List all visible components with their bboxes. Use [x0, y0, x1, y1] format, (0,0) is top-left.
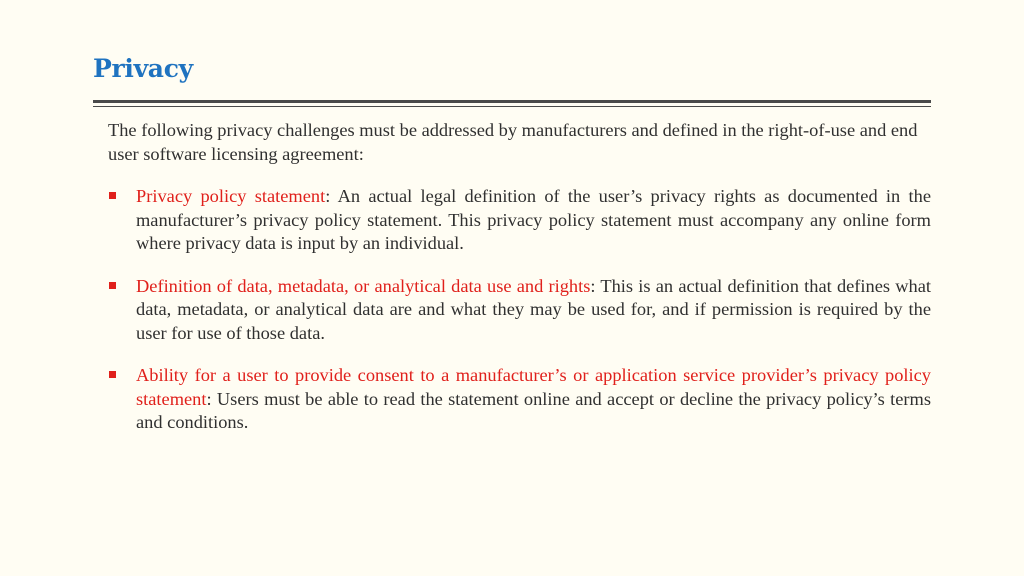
- list-item: [108, 364, 931, 435]
- slide-title: Privacy: [93, 54, 193, 83]
- slide-body: [108, 119, 931, 454]
- item-term: Definition of data, metadata, or analytical data use and rights: [136, 275, 591, 296]
- intro-paragraph: The following privacy challenges must be addressed by manufacturers and defined in the right-of-use and end user software licensing agreement:: [108, 120, 918, 164]
- item-term: Ability for a user to provide consent to a manufacturer’s or application service provider’s privacy policy statement: [136, 365, 931, 409]
- list-item: [108, 275, 931, 346]
- title-divider-thin: [93, 106, 931, 107]
- challenge-list: [108, 185, 931, 435]
- item-description: : An actual legal definition of the user’s privacy rights as documented in the manufacturer’s privacy policy statement. This privacy policy statement must accompany any online form where privacy data is input by an individual.: [136, 186, 931, 253]
- item-term: Privacy policy statement: [136, 186, 326, 206]
- title-divider-thick: [93, 100, 931, 103]
- square-bullet-icon: [109, 282, 116, 289]
- square-bullet-icon: [109, 192, 116, 199]
- list-item: [108, 185, 931, 256]
- item-description: : This is an actual definition that defines what data, metadata, or analytical data are and what they may be used for, and if permission is required by the user for use of those data.: [136, 275, 932, 343]
- square-bullet-icon: [109, 371, 116, 378]
- item-description: : Users must be able to read the statement online and accept or decline the privacy policy’s terms and conditions.: [136, 388, 931, 432]
